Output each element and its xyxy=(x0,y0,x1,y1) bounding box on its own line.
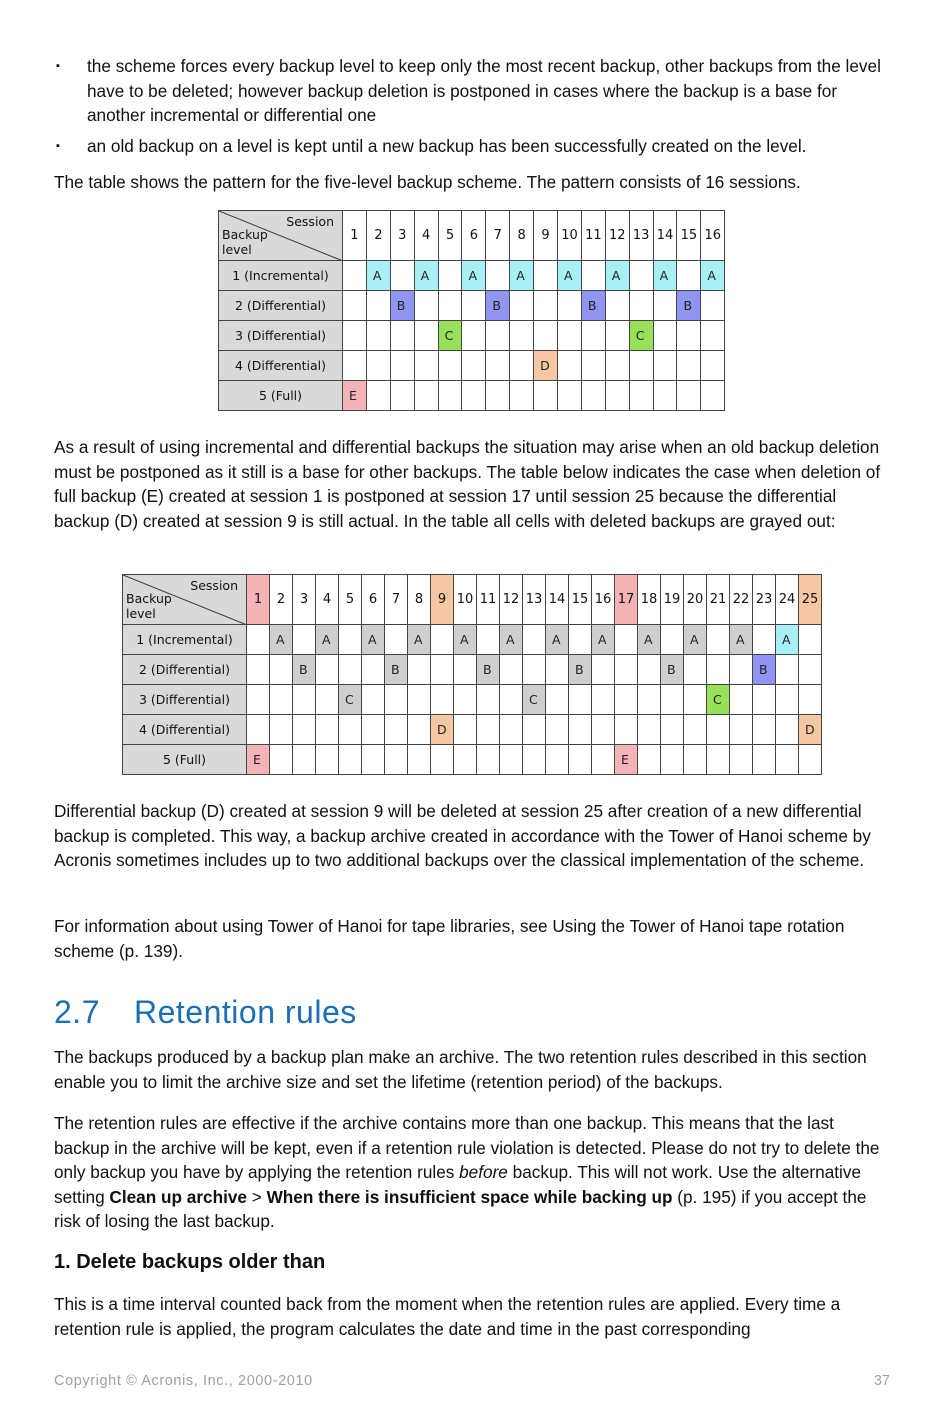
session-header: 11 xyxy=(581,211,605,261)
session-header: 2 xyxy=(270,575,293,625)
table-cell xyxy=(701,381,725,411)
table-cell xyxy=(438,381,462,411)
table-cell: A xyxy=(500,625,523,655)
table-cell xyxy=(339,655,362,685)
retention-intro: The backups produced by a backup plan make an archive. The two retention rules described in this section enable you to limit the archive size and set the lifetime (retention period) of the backups. xyxy=(54,1047,867,1092)
level-label: 5 (Full) xyxy=(219,381,343,411)
session-header: 3 xyxy=(390,211,414,261)
table-cell xyxy=(270,655,293,685)
table-cell xyxy=(558,351,582,381)
session-header: 22 xyxy=(730,575,753,625)
table-cell xyxy=(629,261,653,291)
table-cell xyxy=(730,655,753,685)
table-cell xyxy=(605,381,629,411)
session-header: 14 xyxy=(653,211,677,261)
setting-clean-up: Clean up archive xyxy=(109,1186,247,1207)
table-cell: A xyxy=(510,261,534,291)
table-cell xyxy=(477,625,500,655)
level-label: 4 (Differential) xyxy=(123,715,247,745)
section-heading xyxy=(54,994,357,1031)
table-row xyxy=(219,321,725,351)
pattern-table-16 xyxy=(218,210,725,411)
table-cell xyxy=(776,655,799,685)
table-cell: A xyxy=(414,261,438,291)
session-header: 14 xyxy=(546,575,569,625)
session-header: 6 xyxy=(362,575,385,625)
table-cell xyxy=(707,625,730,655)
table-cell xyxy=(569,715,592,745)
table-cell xyxy=(462,381,486,411)
table-cell xyxy=(500,655,523,685)
table-cell: A xyxy=(558,261,582,291)
session-header: 24 xyxy=(776,575,799,625)
table-cell: A xyxy=(454,625,477,655)
session-header: 1 xyxy=(247,575,270,625)
table-cell xyxy=(661,625,684,655)
table-cell xyxy=(414,321,438,351)
table-cell xyxy=(592,715,615,745)
table-cell xyxy=(390,261,414,291)
table-cell xyxy=(362,685,385,715)
footer-page-number: 37 xyxy=(873,1373,890,1389)
table-cell xyxy=(615,715,638,745)
table-cell xyxy=(390,351,414,381)
table-cell xyxy=(629,291,653,321)
table-cell xyxy=(390,381,414,411)
table-cell: A xyxy=(462,261,486,291)
session-header: 18 xyxy=(638,575,661,625)
table-cell xyxy=(362,715,385,745)
table-cell: A xyxy=(270,625,293,655)
session-header: 9 xyxy=(431,575,454,625)
pattern-intro: The table shows the pattern for the five-level backup scheme. The pattern consists of 16 sessions. xyxy=(54,172,801,192)
session-header: 8 xyxy=(510,211,534,261)
level-label: 4 (Differential) xyxy=(219,351,343,381)
table-cell xyxy=(638,685,661,715)
table-row xyxy=(219,381,725,411)
session-header: 13 xyxy=(523,575,546,625)
table-cell: C xyxy=(339,685,362,715)
table-cell xyxy=(343,261,367,291)
table-cell xyxy=(653,381,677,411)
table-cell xyxy=(500,745,523,775)
table-row xyxy=(219,351,725,381)
table-cell xyxy=(546,745,569,775)
table-cell xyxy=(477,745,500,775)
pattern-table-25 xyxy=(122,574,822,775)
table-row xyxy=(219,261,725,291)
table-cell xyxy=(454,655,477,685)
session-header: 16 xyxy=(701,211,725,261)
session-header: 4 xyxy=(414,211,438,261)
table-cell xyxy=(486,351,510,381)
table-cell xyxy=(753,685,776,715)
session-header: 12 xyxy=(605,211,629,261)
table-cell xyxy=(546,685,569,715)
table-cell xyxy=(431,625,454,655)
table-cell xyxy=(730,745,753,775)
table-cell xyxy=(569,745,592,775)
table-cell: A xyxy=(653,261,677,291)
table-cell xyxy=(477,715,500,745)
table-cell xyxy=(534,381,558,411)
table-cell xyxy=(799,625,822,655)
table-cell: A xyxy=(776,625,799,655)
table-cell xyxy=(605,291,629,321)
session-header: 25 xyxy=(799,575,822,625)
table-cell xyxy=(247,685,270,715)
table-row xyxy=(123,655,822,685)
table-cell xyxy=(408,745,431,775)
table-cell: D xyxy=(534,351,558,381)
table-cell xyxy=(316,655,339,685)
table-cell: A xyxy=(366,261,390,291)
table-cell xyxy=(500,685,523,715)
table-cell: A xyxy=(605,261,629,291)
table-cell xyxy=(776,685,799,715)
section-title: Retention rules xyxy=(134,994,357,1030)
table-cell: A xyxy=(730,625,753,655)
session-header: 9 xyxy=(534,211,558,261)
table-cell xyxy=(799,655,822,685)
table-cell xyxy=(454,715,477,745)
table-cell: C xyxy=(629,321,653,351)
session-header: 10 xyxy=(454,575,477,625)
table-cell xyxy=(569,625,592,655)
table-cell xyxy=(799,745,822,775)
table-cell xyxy=(677,381,701,411)
table-cell xyxy=(684,715,707,745)
table-cell xyxy=(247,655,270,685)
session-header: 20 xyxy=(684,575,707,625)
table-cell xyxy=(362,655,385,685)
table-cell: B xyxy=(385,655,408,685)
table-cell xyxy=(707,715,730,745)
table-corner xyxy=(219,211,343,261)
table-cell xyxy=(486,261,510,291)
level-label: 2 (Differential) xyxy=(123,655,247,685)
table-cell: A xyxy=(592,625,615,655)
table-cell: B xyxy=(569,655,592,685)
table-cell xyxy=(293,625,316,655)
bullet-text: an old backup on a level is kept until a new backup has been successfully created on the level. xyxy=(87,136,807,156)
table-cell xyxy=(753,625,776,655)
table-cell xyxy=(799,685,822,715)
table-cell xyxy=(581,381,605,411)
table-cell: E xyxy=(343,381,367,411)
table-row xyxy=(219,291,725,321)
footer-copyright: Copyright © Acronis, Inc., 2000-2010 xyxy=(54,1373,313,1389)
table-cell xyxy=(581,261,605,291)
section-number: 2.7 xyxy=(54,994,100,1030)
table-cell xyxy=(510,381,534,411)
retention-effective xyxy=(54,1111,894,1234)
table-cell xyxy=(438,351,462,381)
interval-paragraph: This is a time interval counted back from the moment when the retention rules are applied. Every time a retention rule is applied, the program calculates the date and time in the past corresponding xyxy=(54,1294,841,1339)
table-cell xyxy=(677,321,701,351)
session-header: 15 xyxy=(677,211,701,261)
table-cell: E xyxy=(615,745,638,775)
table-cell: E xyxy=(247,745,270,775)
table-cell xyxy=(339,625,362,655)
table-cell xyxy=(316,745,339,775)
table-cell xyxy=(462,291,486,321)
table-cell xyxy=(638,655,661,685)
table-cell xyxy=(343,351,367,381)
table-cell: A xyxy=(546,625,569,655)
table-cell xyxy=(270,745,293,775)
table-cell xyxy=(339,745,362,775)
ret-text-a: The retention rules are effective if the archive contains more than one backup. This means that the last backup in the archive will be kept, even if a retention rule violation is detected. Please do not try to delete the only backup you have by applying the retention rules xyxy=(54,1113,880,1182)
table-cell xyxy=(523,745,546,775)
table-cell xyxy=(534,321,558,351)
table-row xyxy=(123,745,822,775)
table-cell xyxy=(534,291,558,321)
level-label: 5 (Full) xyxy=(123,745,247,775)
table-cell xyxy=(414,381,438,411)
level-label: 3 (Differential) xyxy=(123,685,247,715)
table-cell: A xyxy=(701,261,725,291)
table-cell xyxy=(316,685,339,715)
table-cell xyxy=(701,351,725,381)
session-header: 21 xyxy=(707,575,730,625)
table-cell xyxy=(558,381,582,411)
table-cell xyxy=(343,321,367,351)
table-cell: B xyxy=(581,291,605,321)
table-cell xyxy=(653,321,677,351)
setting-insufficient-space: When there is insufficient space while backing up xyxy=(266,1186,673,1207)
table-row xyxy=(123,625,822,655)
table-cell: B xyxy=(477,655,500,685)
session-header: 11 xyxy=(477,575,500,625)
table-cell xyxy=(677,261,701,291)
table-cell xyxy=(730,715,753,745)
bullet-text: the scheme forces every backup level to keep only the most recent backup, other backups from the level have to be deleted; however backup deletion is postponed in cases where the backup is a base for another incremental or differential one xyxy=(87,56,881,125)
session-header: 6 xyxy=(462,211,486,261)
backup-level-label: Backup level xyxy=(126,591,172,621)
table-cell xyxy=(701,291,725,321)
table-cell xyxy=(316,715,339,745)
ret-text-c: (p. 195) if you accept the risk of losing the last backup. xyxy=(54,1186,867,1231)
table-cell xyxy=(385,625,408,655)
table-cell xyxy=(390,321,414,351)
table-cell xyxy=(366,291,390,321)
table-cell xyxy=(581,351,605,381)
table-row xyxy=(123,715,822,745)
table-cell xyxy=(558,321,582,351)
table-cell xyxy=(385,745,408,775)
session-header: 8 xyxy=(408,575,431,625)
table-cell xyxy=(462,351,486,381)
table-cell xyxy=(684,685,707,715)
bullet-mark: ▪ xyxy=(56,140,60,152)
table-cell xyxy=(653,291,677,321)
table-cell xyxy=(638,745,661,775)
table-cell xyxy=(677,351,701,381)
table-cell xyxy=(486,381,510,411)
ret-emphasis: before xyxy=(459,1162,508,1182)
table-cell xyxy=(701,321,725,351)
table-cell xyxy=(615,685,638,715)
table-cell xyxy=(486,321,510,351)
session-header: 16 xyxy=(592,575,615,625)
table-cell xyxy=(343,291,367,321)
table-cell xyxy=(629,381,653,411)
bullet-mark: ▪ xyxy=(56,60,60,72)
table-cell xyxy=(414,351,438,381)
table-cell xyxy=(438,291,462,321)
session-label: Session xyxy=(286,214,334,229)
table-cell xyxy=(776,745,799,775)
table-cell xyxy=(592,655,615,685)
table-cell: B xyxy=(677,291,701,321)
session-header: 17 xyxy=(615,575,638,625)
table-cell: B xyxy=(753,655,776,685)
level-label: 3 (Differential) xyxy=(219,321,343,351)
table-cell xyxy=(454,745,477,775)
table-cell xyxy=(510,291,534,321)
table-cell: A xyxy=(638,625,661,655)
session-header: 19 xyxy=(661,575,684,625)
table-cell: B xyxy=(661,655,684,685)
table-cell xyxy=(385,715,408,745)
table-cell: B xyxy=(293,655,316,685)
table-cell xyxy=(500,715,523,745)
session-header: 13 xyxy=(629,211,653,261)
table-cell xyxy=(454,685,477,715)
session-header: 5 xyxy=(438,211,462,261)
table-cell xyxy=(605,351,629,381)
table-cell xyxy=(477,685,500,715)
table-cell xyxy=(661,685,684,715)
table-cell xyxy=(270,715,293,745)
subheading: 1. Delete backups older than xyxy=(54,1251,326,1273)
table-cell xyxy=(605,321,629,351)
level-label: 1 (Incremental) xyxy=(123,625,247,655)
table-cell xyxy=(431,655,454,685)
table-cell xyxy=(558,291,582,321)
table-cell xyxy=(592,685,615,715)
table-cell xyxy=(592,745,615,775)
session-header: 3 xyxy=(293,575,316,625)
session-header: 4 xyxy=(316,575,339,625)
backup-level-label: Backup level xyxy=(222,227,268,257)
table-cell xyxy=(546,655,569,685)
table-cell xyxy=(707,655,730,685)
ret-text-b: backup. This will not work. Use the alternative setting xyxy=(54,1162,862,1207)
session-header: 7 xyxy=(385,575,408,625)
table-cell xyxy=(408,715,431,745)
table-cell xyxy=(684,655,707,685)
session-header: 15 xyxy=(569,575,592,625)
table-cell xyxy=(293,715,316,745)
table-cell xyxy=(339,715,362,745)
table-cell xyxy=(753,745,776,775)
table-cell xyxy=(431,685,454,715)
table-cell: C xyxy=(707,685,730,715)
table-cell xyxy=(270,685,293,715)
table-cell xyxy=(546,715,569,745)
table-cell xyxy=(523,715,546,745)
level-label: 2 (Differential) xyxy=(219,291,343,321)
level-label: 1 (Incremental) xyxy=(219,261,343,291)
table-cell xyxy=(661,745,684,775)
table-cell xyxy=(753,715,776,745)
table-cell xyxy=(534,261,558,291)
table-corner xyxy=(123,575,247,625)
table-cell xyxy=(362,745,385,775)
table-cell xyxy=(523,655,546,685)
table-cell xyxy=(414,291,438,321)
tape-paragraph xyxy=(54,914,894,963)
table-cell xyxy=(366,351,390,381)
table-cell xyxy=(776,715,799,745)
table-cell xyxy=(438,261,462,291)
table-cell xyxy=(385,685,408,715)
table-cell xyxy=(661,715,684,745)
table-cell xyxy=(510,321,534,351)
table-cell xyxy=(408,685,431,715)
table-cell: A xyxy=(362,625,385,655)
table-cell: A xyxy=(684,625,707,655)
table-cell xyxy=(293,685,316,715)
table-cell: D xyxy=(799,715,822,745)
session-label: Session xyxy=(190,578,238,593)
table-cell xyxy=(510,351,534,381)
table-cell: B xyxy=(390,291,414,321)
session-header: 23 xyxy=(753,575,776,625)
table-cell: A xyxy=(316,625,339,655)
table-cell xyxy=(366,321,390,351)
table-cell xyxy=(569,685,592,715)
table-cell: C xyxy=(523,685,546,715)
table-row xyxy=(123,685,822,715)
session-header: 5 xyxy=(339,575,362,625)
table-cell xyxy=(366,381,390,411)
table-cell xyxy=(523,625,546,655)
table-cell xyxy=(431,745,454,775)
table-cell xyxy=(638,715,661,745)
ret-sep: > xyxy=(246,1186,267,1207)
postponed-paragraph: As a result of using incremental and differential backups the situation may arise when an old backup deletion must be postponed as it still is a base for other backups. The table below indicates the case when deletion of full backup (E) created at session 1 is postponed at session 17 until session 25 because the differential backup (D) created at session 9 is still actual. In the table all cells with deleted backups are grayed out: xyxy=(54,437,881,531)
session-header: 7 xyxy=(486,211,510,261)
table-cell xyxy=(247,715,270,745)
tape-text: For information about using Tower of Hanoi for tape libraries, see Using the Tower of Hanoi tape rotation scheme (p. 139). xyxy=(54,916,845,961)
table-cell xyxy=(247,625,270,655)
table-cell: A xyxy=(408,625,431,655)
table-cell xyxy=(629,351,653,381)
table-cell xyxy=(615,655,638,685)
table-cell: D xyxy=(431,715,454,745)
table-cell: B xyxy=(486,291,510,321)
session-header: 12 xyxy=(500,575,523,625)
table-cell xyxy=(653,351,677,381)
session-header: 10 xyxy=(558,211,582,261)
table-cell xyxy=(615,625,638,655)
table-cell xyxy=(684,745,707,775)
table-cell xyxy=(707,745,730,775)
table-cell: C xyxy=(438,321,462,351)
table-cell xyxy=(730,685,753,715)
session-header: 1 xyxy=(343,211,367,261)
table-cell xyxy=(581,321,605,351)
table-cell xyxy=(293,745,316,775)
table-cell xyxy=(408,655,431,685)
differential-paragraph: Differential backup (D) created at session 9 will be deleted at session 25 after creation of a new differential backup is completed. This way, a backup archive created in accordance with the Tower of Hanoi scheme by Acronis sometimes includes up to two additional backups over the classical implementation of the scheme. xyxy=(54,801,871,870)
session-header: 2 xyxy=(366,211,390,261)
table-cell xyxy=(462,321,486,351)
